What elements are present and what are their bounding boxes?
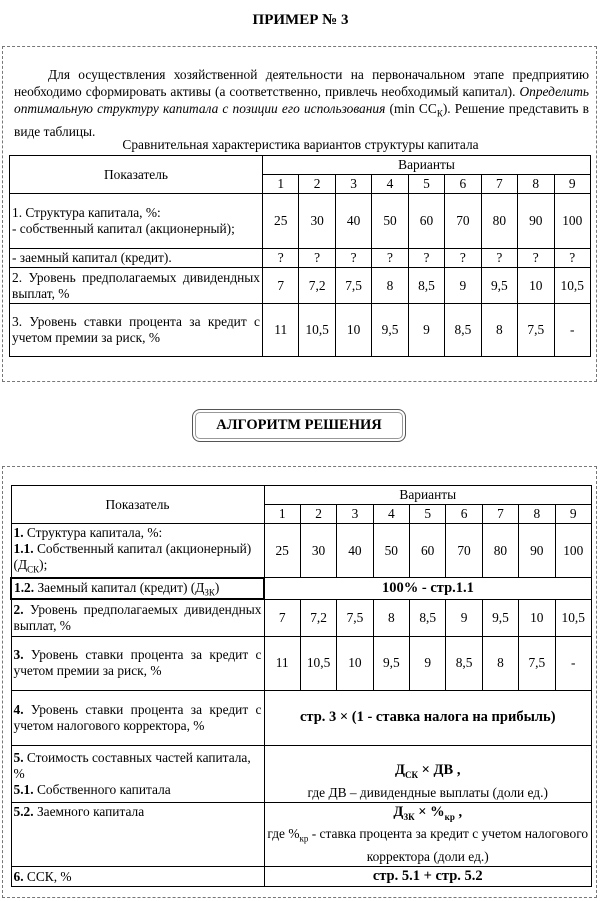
cell: 8,5: [446, 636, 482, 690]
formula-cell: $Д_{СК}$ × ДВ , где ДВ – дивидендные выплаты (доли ед.): [264, 745, 592, 802]
cell: 30: [299, 194, 335, 249]
cell: 11: [264, 636, 300, 690]
row-label: 2. Уровень предполагаемых дивидендных выплат, %: [11, 599, 264, 636]
cell: 10,5: [300, 636, 336, 690]
table-row: [11, 636, 592, 690]
variant-number: 6: [446, 505, 482, 524]
header-variants: Варианты: [264, 486, 592, 505]
formula-cell: 100% - стр.1.1: [264, 578, 592, 600]
cell: 7,5: [518, 304, 554, 357]
table-row: [11, 802, 592, 867]
row-label: - заемный капитал (кредит).: [10, 249, 263, 268]
cell: 10: [519, 599, 555, 636]
cell: 7,2: [300, 599, 336, 636]
cell: 9,5: [481, 268, 517, 304]
cell: 10,5: [554, 268, 591, 304]
cell: 60: [408, 194, 444, 249]
variant-number: 4: [373, 505, 409, 524]
task-min: (min СС: [385, 101, 437, 116]
variant-number: 8: [519, 505, 555, 524]
cell: 80: [482, 524, 518, 578]
cell: ?: [408, 249, 444, 268]
variant-number: 7: [482, 505, 518, 524]
cell: 70: [446, 524, 482, 578]
cell: 7,5: [337, 599, 373, 636]
cell: 11: [263, 304, 299, 357]
cell: 7: [264, 599, 300, 636]
cell: 9: [446, 599, 482, 636]
cell: ?: [263, 249, 299, 268]
algorithm-table: [10, 485, 592, 887]
cell: 10: [335, 304, 371, 357]
cell: 9: [410, 636, 446, 690]
cell: 8: [372, 268, 408, 304]
variants-table: [9, 155, 591, 357]
cell: 100: [555, 524, 592, 578]
cell: 50: [373, 524, 409, 578]
variant-number: 7: [481, 175, 517, 194]
row-label: 1. Структура капитала, %: 1.1. Собственный капитал (акционерный) $(Д_{СК})$;: [11, 524, 264, 578]
variant-number: 6: [445, 175, 481, 194]
cell: 8: [373, 599, 409, 636]
algorithm-label: АЛГОРИТМ РЕШЕНИЯ: [192, 409, 406, 442]
row-label: 5. Стоимость составных частей капитала, % 5.1. Собственного капитала: [11, 745, 264, 802]
table-caption: Сравнительная характеристика вариантов структуры капитала: [122, 137, 479, 152]
table-row: [11, 690, 592, 745]
cell: 40: [335, 194, 371, 249]
cell: 25: [264, 524, 300, 578]
cell: 9,5: [482, 599, 518, 636]
cell: 8,5: [410, 599, 446, 636]
cell: 40: [337, 524, 373, 578]
row-label: 3. Уровень ставки процента за кредит с учетом премии за риск, %: [10, 304, 263, 357]
variant-number: 2: [299, 175, 335, 194]
table-row: [11, 578, 592, 600]
variant-number: 8: [518, 175, 554, 194]
cell: 7,5: [335, 268, 371, 304]
row-label: 2. Уровень предполагаемых дивидендных выплат, %: [10, 268, 263, 304]
variant-number: 3: [335, 175, 371, 194]
cell: 7,5: [519, 636, 555, 690]
table-row: [10, 304, 591, 357]
table-row: [10, 194, 591, 249]
table-row: [10, 268, 591, 304]
table-row: [11, 867, 592, 887]
variant-number: 1: [264, 505, 300, 524]
header-indicator: Показатель: [10, 156, 263, 194]
cell: ?: [481, 249, 517, 268]
cell: 8: [481, 304, 517, 357]
cell: 10,5: [555, 599, 592, 636]
variant-number: 5: [410, 505, 446, 524]
cell: 8,5: [408, 268, 444, 304]
cell: 9,5: [372, 304, 408, 357]
variant-number: 2: [300, 505, 336, 524]
task-min-sub: К: [436, 108, 443, 119]
row-label: 5.2. Заемного капитала: [11, 802, 264, 867]
formula-cell: $Д_{ЗК} \times \%_{кр}$ , где $\%_{кр}$ - ставка процента за кредит с учетом налогового корректора (доли ед.): [264, 802, 592, 867]
cell: ?: [518, 249, 554, 268]
variant-number: 9: [555, 505, 592, 524]
cell: 90: [519, 524, 555, 578]
cell: 50: [372, 194, 408, 249]
task-paragraph: [14, 66, 589, 140]
cell: ?: [372, 249, 408, 268]
formula-cell: стр. 5.1 + стр. 5.2: [264, 867, 592, 887]
table-row: [11, 599, 592, 636]
page-title: ПРИМЕР № 3: [252, 12, 349, 28]
cell: 100: [554, 194, 591, 249]
header-indicator: Показатель: [11, 486, 264, 524]
cell: ?: [445, 249, 481, 268]
row-label: 3. Уровень ставки процента за кредит с учетом премии за риск, %: [11, 636, 264, 690]
cell: 9: [445, 268, 481, 304]
table-row: [11, 524, 592, 578]
variant-number: 9: [554, 175, 591, 194]
cell: 90: [518, 194, 554, 249]
row-label: 4. Уровень ставки процента за кредит с учетом налогового корректора, %: [11, 690, 264, 745]
table-row: [11, 745, 592, 802]
task-text: Для осуществления хозяйственной деятельности на первоначальном этапе предприятию необходимо сформировать активы (а соответственно, привлечь необходимый капитал).: [14, 67, 589, 99]
cell: ?: [335, 249, 371, 268]
variant-number: 3: [337, 505, 373, 524]
cell: 80: [481, 194, 517, 249]
variant-number: 4: [372, 175, 408, 194]
header-variants: Варианты: [263, 156, 591, 175]
cell: 9: [408, 304, 444, 357]
formula-cell: стр. 3 × (1 - ставка налога на прибыль): [264, 690, 592, 745]
cell: 10: [518, 268, 554, 304]
cell: 7,2: [299, 268, 335, 304]
cell: ?: [299, 249, 335, 268]
cell: 8: [482, 636, 518, 690]
variant-number: 5: [408, 175, 444, 194]
row-label: 1.2. Заемный капитал (кредит) $(Д_{ЗК})$: [11, 578, 264, 600]
cell: 8,5: [445, 304, 481, 357]
cell: ?: [554, 249, 591, 268]
cell: 60: [410, 524, 446, 578]
cell: 25: [263, 194, 299, 249]
row-label: 1. Структура капитала, %: - собственный капитал (акционерный);: [10, 194, 263, 249]
cell: 70: [445, 194, 481, 249]
task-end: ). Решение представить в виде таблицы.: [14, 101, 589, 139]
row-label: 6. ССК, %: [11, 867, 264, 887]
task-goal: Определить оптимальную структуру капитала с позиции его использования: [14, 84, 589, 116]
cell: 9,5: [373, 636, 409, 690]
cell: 7: [263, 268, 299, 304]
cell: 30: [300, 524, 336, 578]
cell: -: [555, 636, 592, 690]
cell: 10: [337, 636, 373, 690]
cell: 10,5: [299, 304, 335, 357]
cell: -: [554, 304, 591, 357]
table-row: [10, 249, 591, 268]
variant-number: 1: [263, 175, 299, 194]
